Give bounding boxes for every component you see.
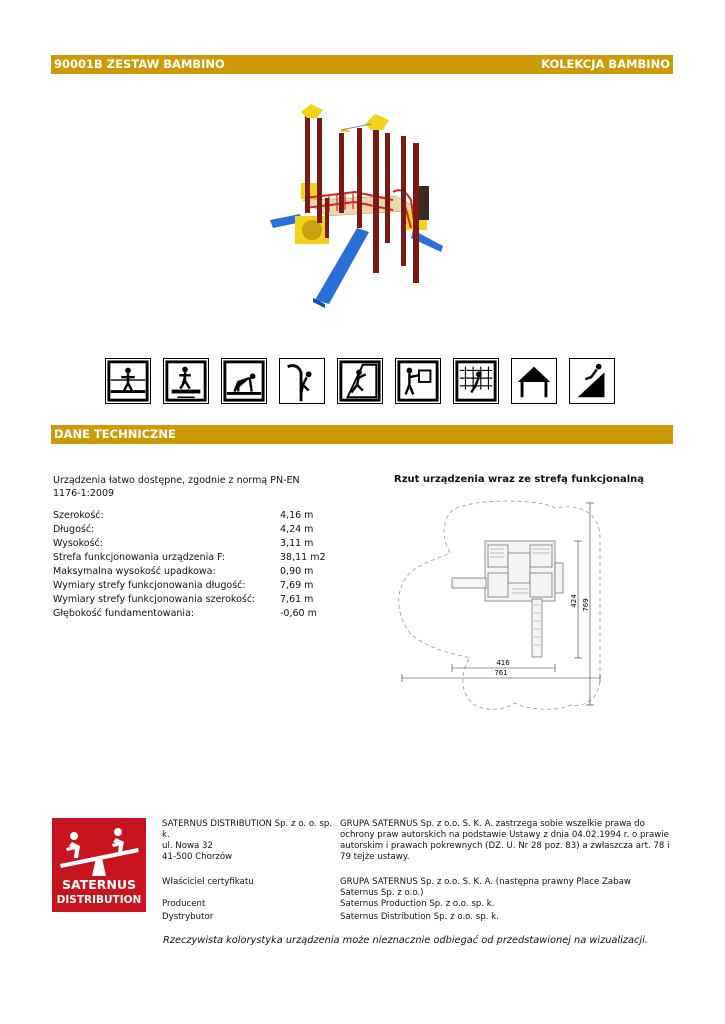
dim-width-structure: 416 — [496, 659, 510, 667]
logo-line1: SATERNUS — [61, 877, 137, 892]
spec-label: Maksymalna wysokość upadkowa: — [53, 566, 216, 577]
spec-row — [53, 509, 326, 523]
spec-label: Długość: — [53, 524, 95, 535]
slide-icon — [569, 358, 615, 404]
company-name: SATERNUS DISTRIBUTION Sp. z o. o. sp. k. — [162, 819, 333, 840]
spec-value: 7,61 m — [280, 594, 314, 605]
balance-bridge-icon — [105, 358, 151, 404]
copyright-notice: GRUPA SATERNUS Sp. z o.o. S. K. A. zastrzega sobie wszelkie prawa do ochrony praw autorskich na podstawie Ustawy z dnia 04.02.1994 r. o prawie autorskim i prawach pokrewnych (DZ. U. Nr 28 poz. 83) a zwłaszcza art. 78 i 79 tejże ustawy. — [340, 819, 670, 862]
saternus-logo — [52, 818, 146, 912]
spec-label: Szerokość: — [53, 510, 104, 521]
spec-label: Głębokość fundamentowania: — [53, 608, 195, 619]
spec-value: -0,60 m — [280, 608, 317, 619]
producer-value: Saternus Production Sp. z o.o. sp. k. — [340, 899, 495, 909]
functional-zone-plan — [390, 493, 615, 713]
spec-row — [53, 607, 326, 621]
spec-label: Strefa funkcjonowania urządzenia F: — [53, 552, 225, 563]
spec-value: 3,11 m — [280, 538, 314, 549]
distributor-label: Dystrybutor — [162, 912, 214, 922]
net-climb-icon — [453, 358, 499, 404]
distributor-value: Saternus Distribution Sp. z o.o. sp. k. — [340, 912, 499, 922]
dim-width-zone: 761 — [494, 669, 508, 677]
dim-length-structure: 424 — [570, 594, 578, 608]
roof-icon — [511, 358, 557, 404]
cert-label: Właściciel certyfikatu — [162, 877, 254, 887]
plan-title: Rzut urządzenia wraz ze strefą funkcjonalną — [394, 474, 645, 485]
technical-specs-table — [53, 509, 326, 621]
color-disclaimer: Rzeczywista kolorystyka urządzenia może nieznacznie odbiegać od przedstawionej na wizualizacji. — [163, 935, 648, 946]
playground-set-illustration — [265, 88, 465, 318]
spec-label: Wymiary strefy funkcjonowania szerokość: — [53, 594, 256, 605]
spec-row — [53, 551, 326, 565]
dim-length-zone: 769 — [582, 598, 590, 612]
standard-note: Urządzenia łatwo dostępne, zgodnie z normą PN-EN 1176-1:2009 — [53, 475, 300, 499]
spec-value: 4,16 m — [280, 510, 314, 521]
company-street: ul. Nowa 32 — [162, 841, 213, 851]
spec-row — [53, 593, 326, 607]
spec-row — [53, 537, 326, 551]
fireman-pole-icon — [279, 358, 325, 404]
activity-icons-row — [105, 358, 625, 406]
spec-value: 38,11 m2 — [280, 552, 326, 563]
producer-label: Producent — [162, 899, 206, 909]
section-title-bar — [51, 425, 673, 444]
spec-row — [53, 565, 326, 579]
crawl-tunnel-icon — [221, 358, 267, 404]
company-address — [162, 819, 340, 863]
spec-value: 7,69 m — [280, 580, 314, 591]
cert-value: GRUPA SATERNUS Sp. z o.o. S. K. A. (następna prawny Place Zabaw Saternus Sp. z o.o.) — [340, 877, 631, 898]
spec-row — [53, 523, 326, 537]
spec-label: Wysokość: — [53, 538, 103, 549]
product-title: 90001B ZESTAW BAMBINO — [54, 57, 225, 71]
spec-value: 4,24 m — [280, 524, 314, 535]
logo-line2: DISTRIBUTION — [56, 894, 142, 906]
product-header-bar — [51, 55, 673, 74]
climbing-wall-icon — [337, 358, 383, 404]
collection-title: KOLEKCJA BAMBINO — [541, 57, 670, 71]
panel-play-icon — [395, 358, 441, 404]
spec-row — [53, 579, 326, 593]
section-title: DANE TECHNICZNE — [54, 427, 176, 441]
company-city: 41-500 Chorzów — [162, 852, 233, 862]
spec-value: 0,90 m — [280, 566, 314, 577]
spec-label: Wymiary strefy funkcjonowania długość: — [53, 580, 246, 591]
wobbly-bridge-icon — [163, 358, 209, 404]
